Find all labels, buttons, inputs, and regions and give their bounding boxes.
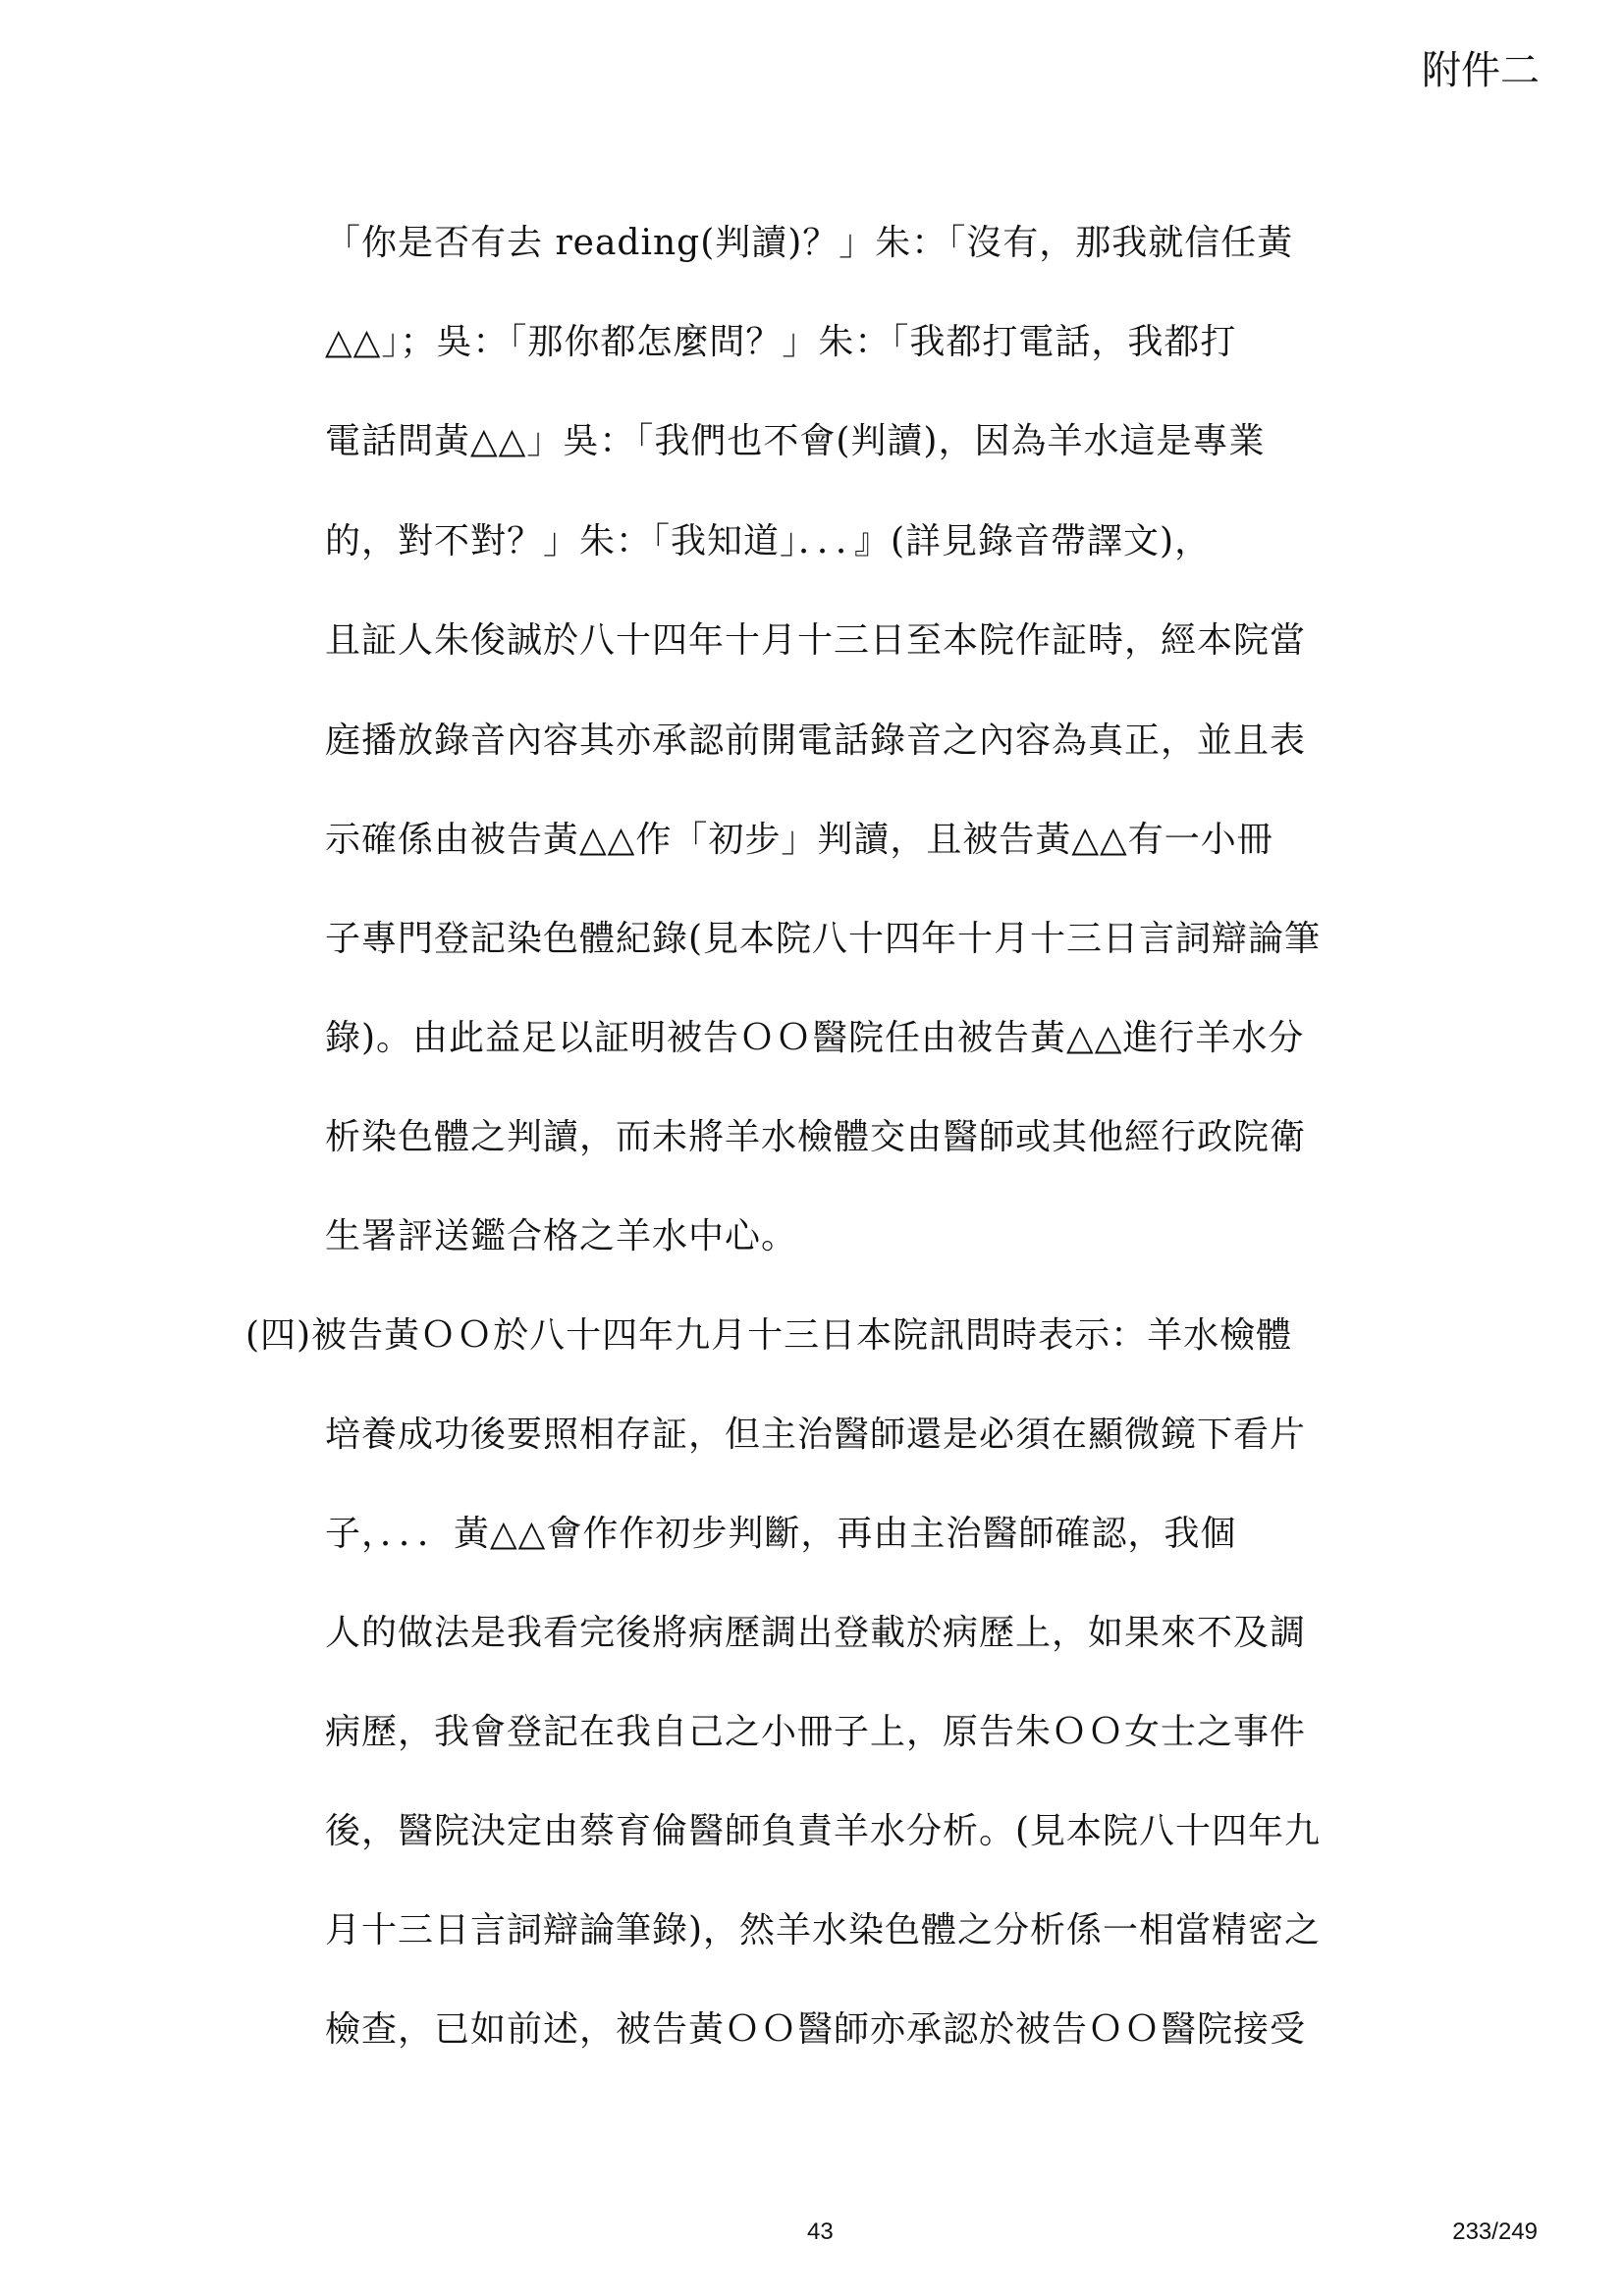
attachment-label: 附件二 (1422, 48, 1540, 93)
text-line-11: 生署評送鑑合格之羊水中心。 (325, 1216, 798, 1256)
text-line-16: 病歷，我會登記在我自己之小冊子上，原告朱ＯＯ女士之事件 (325, 1712, 1307, 1752)
text-line-4: 的，對不對？」朱：「我知道」．．．』(詳見錄音帶譯文)， (325, 521, 1212, 561)
text-line-13: 培養成功後要照相存証，但主治醫師還是必須在顯微鏡下看片 (325, 1415, 1307, 1455)
text-line-5: 且証人朱俊誠於八十四年十月十三日至本院作証時，經本院當 (325, 620, 1307, 661)
page-count: 233/249 (1452, 2218, 1538, 2245)
text-line-3: 電話問黃△△」吳：「我們也不會(判讀)，因為羊水這是專業 (325, 421, 1266, 461)
text-line-17: 後，醫院決定由蔡育倫醫師負責羊水分析。(見本院八十四年九 (325, 1811, 1322, 1851)
text-line-19: 檢查，已如前述，被告黃ＯＯ醫師亦承認於被告ＯＯ醫院接受 (325, 2009, 1307, 2050)
text-line-9: 錄)。由此益足以証明被告ＯＯ醫院任由被告黃△△進行羊水分 (325, 1018, 1305, 1058)
text-line-10: 析染色體之判讀，而未將羊水檢體交由醫師或其他經行政院衛 (325, 1117, 1307, 1157)
text-line-12-section-four: (四)被告黃ＯＯ於八十四年九月十三日本院訊問時表示：羊水檢體 (245, 1315, 1293, 1356)
text-line-1: 「你是否有去 reading(判讀)？」朱：「沒有，那我就信任黃 (325, 223, 1294, 263)
text-line-8: 子專門登記染色體紀錄(見本院八十四年十月十三日言詞辯論筆 (325, 919, 1322, 959)
text-line-2: △△」；吳：「那你都怎麼問？」朱：「我都打電話，我都打 (325, 322, 1237, 362)
text-line-6: 庭播放錄音內容其亦承認前開電話錄音之內容為真正，並且表 (325, 721, 1307, 761)
text-line-7: 示確係由被告黃△△作「初步」判讀，且被告黃△△有一小冊 (325, 820, 1273, 860)
page-number: 43 (807, 2218, 834, 2245)
text-line-15: 人的做法是我看完後將病歷調出登載於病歷上，如果來不及調 (325, 1613, 1307, 1653)
text-line-14: 子，．．．黃△△會作作初步判斷，再由主治醫師確認，我個 (325, 1514, 1237, 1554)
text-line-18: 月十三日言詞辯論筆錄)，然羊水染色體之分析係一相當精密之 (325, 1910, 1322, 1950)
